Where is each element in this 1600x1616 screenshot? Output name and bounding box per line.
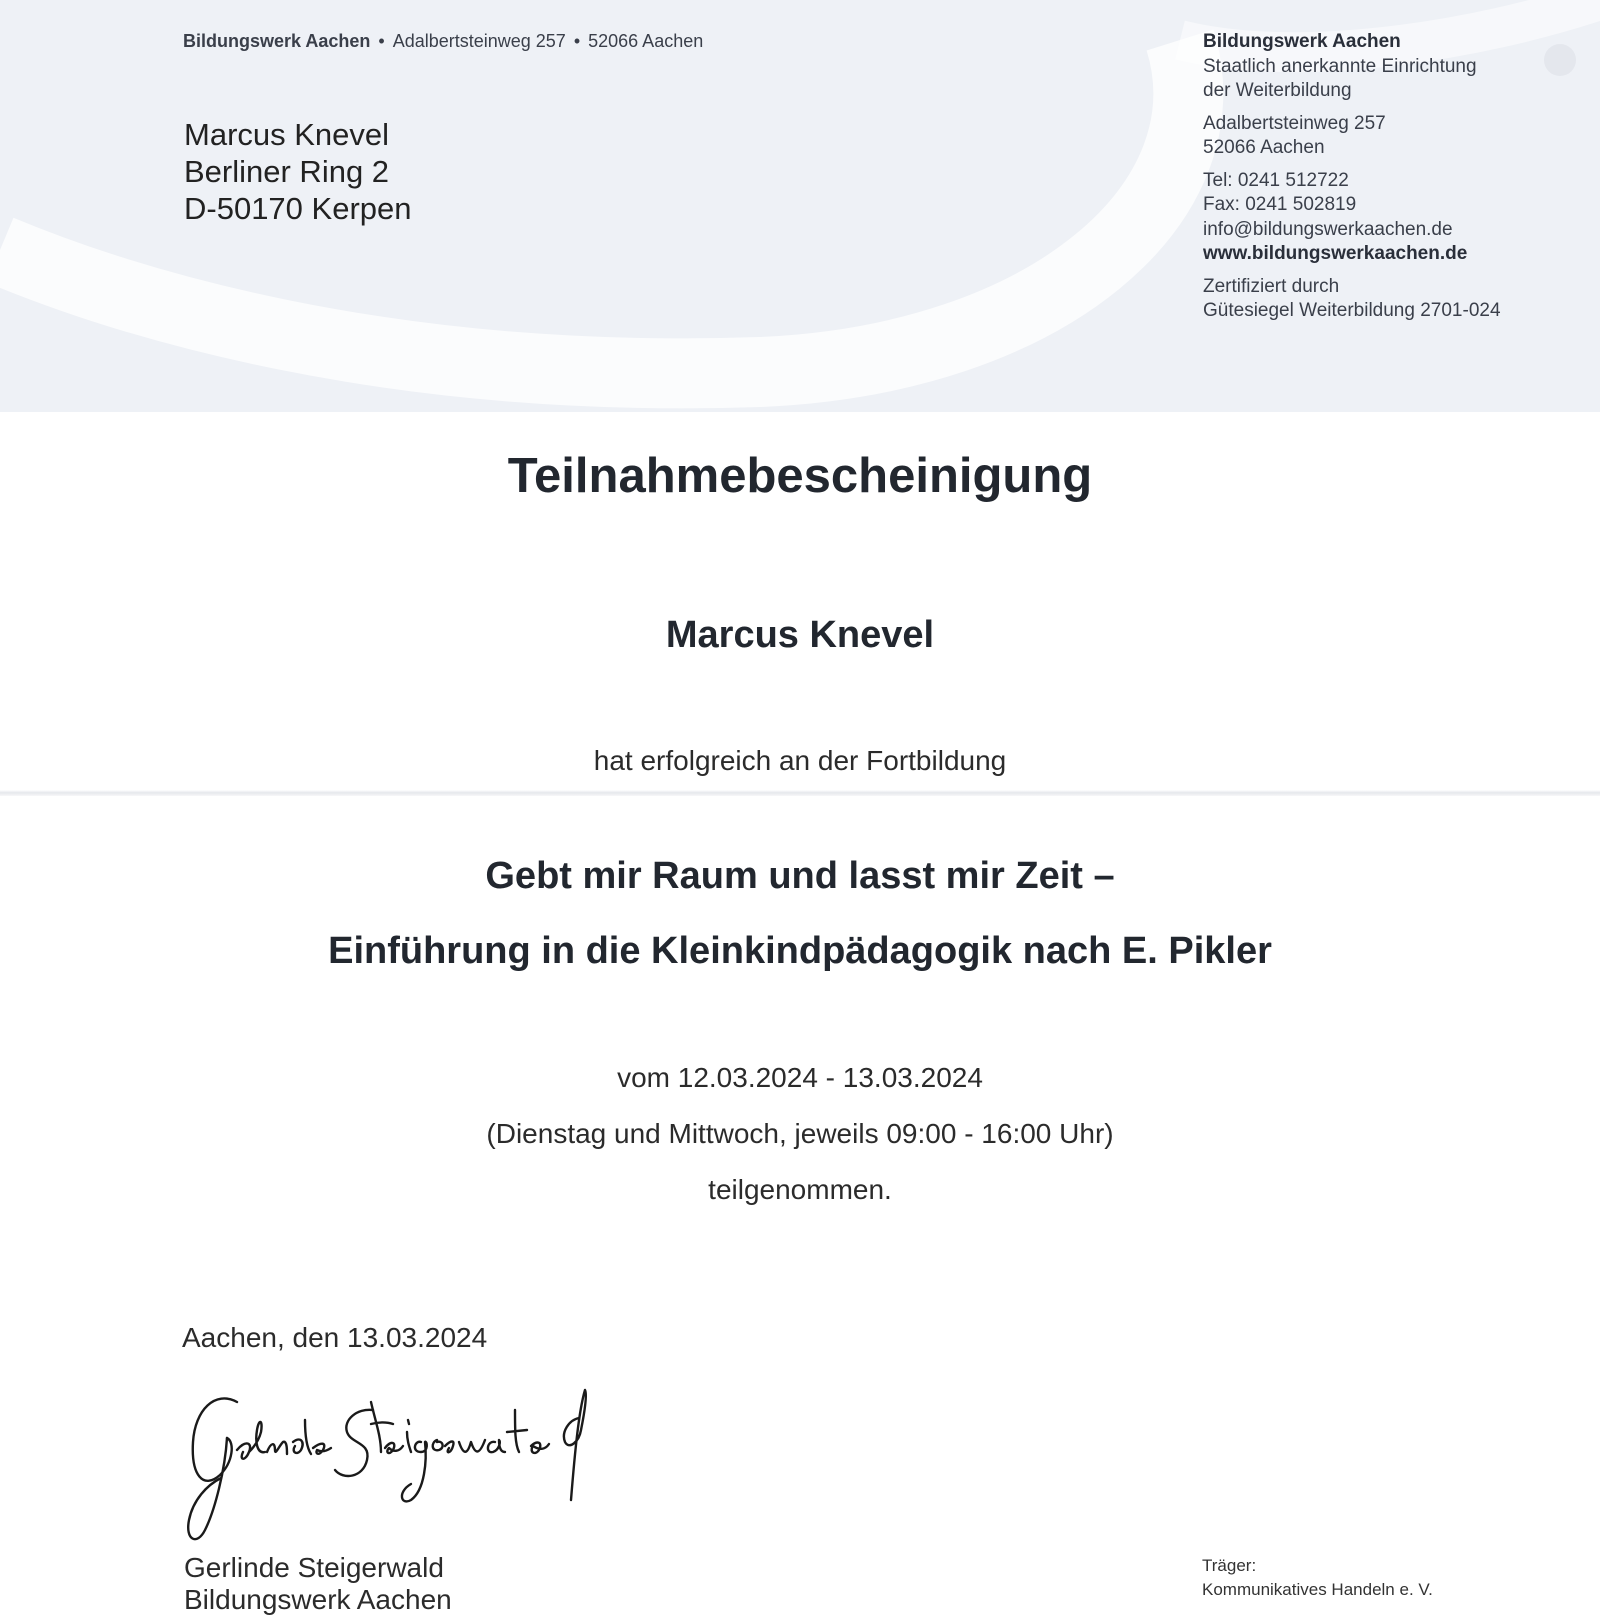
paper-fold-line [0,790,1600,796]
participant-name: Marcus Knevel [665,614,935,656]
org-tel: Tel: 0241 512722 [1203,169,1349,191]
course-date-range: vom 12.03.2024 - 13.03.2024 [617,1062,983,1093]
sender-org: Bildungswerk Aachen [183,31,371,51]
course-title-line-2: Einführung in die Kleinkindpädagogik nach E. Pikler [328,930,1272,972]
sender-city: 52066 Aachen [588,31,704,51]
carrier-name: Kommunikatives Handeln e. V. [1202,1580,1433,1599]
sender-separator: • [378,31,385,51]
handwritten-signature [175,1380,615,1555]
carrier-label: Träger: [1202,1556,1257,1575]
outro-text: teilgenommen. [708,1174,892,1205]
org-name: Bildungswerk Aachen [1203,31,1401,52]
signer-organization: Bildungswerk Aachen [184,1584,452,1615]
org-fax: Fax: 0241 502819 [1203,194,1357,215]
org-city: 52066 Aachen [1203,137,1325,158]
document-title: Teilnahmebescheinigung [507,449,1093,503]
recipient-name: Marcus Knevel [184,117,390,152]
recipient-address [184,116,412,227]
org-cert-1: Zertifiziert durch [1203,275,1340,297]
org-cert-2: Gütesiegel Weiterbildung 2701-024 [1203,300,1501,321]
org-tagline-2: der Weiterbildung [1203,80,1352,101]
course-schedule: (Dienstag und Mittwoch, jeweils 09:00 - 16:00 Uhr) [486,1118,1114,1149]
sender-address-line [183,31,703,52]
sender-separator: • [573,31,581,51]
org-tagline-1: Staatlich anerkannte Einrichtung [1203,55,1477,77]
sender-street: Adalbertsteinweg 257 [392,31,566,51]
place-and-date: Aachen, den 13.03.2024 [182,1322,488,1353]
signer-name: Gerlinde Steigerwald [184,1552,444,1583]
carrier-info [1202,1554,1433,1602]
recipient-street: Berliner Ring 2 [184,154,390,189]
org-email: info@bildungswerkaachen.de [1203,218,1453,240]
recipient-city: D-50170 Kerpen [184,191,412,226]
org-street: Adalbertsteinweg 257 [1203,112,1386,134]
organization-info-block [1203,30,1501,324]
org-website: www.bildungswerkaachen.de [1203,243,1468,264]
intro-text: hat erfolgreich an der Fortbildung [593,745,1007,776]
course-title-line-1: Gebt mir Raum und lasst mir Zeit – [485,855,1115,897]
